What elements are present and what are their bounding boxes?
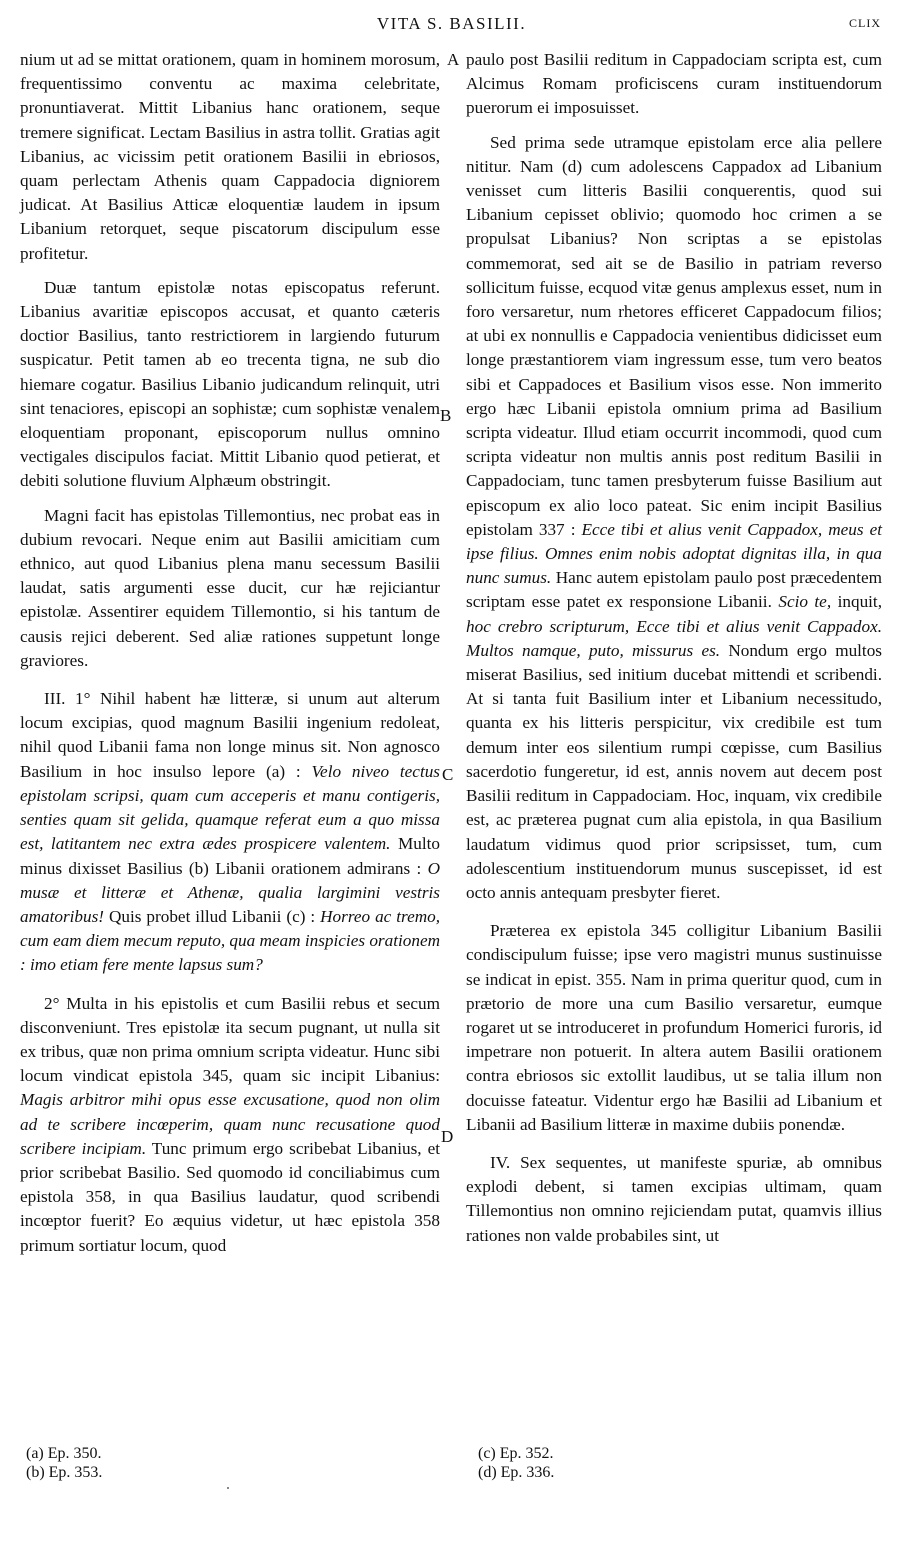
text-run: Multo minus dixisset Basilius (b) Libanii orationem admirans : — [20, 834, 440, 878]
page-number: CLIX — [849, 16, 881, 30]
text-run: Tunc primum ergo scribebat Libanius, et prior scribebat Basilio. Sed quomodo id conciliabimus cum epistola 358, in qua Basilius laudatur, quod scribendi incœptor fuerit? Eo æquius videtur, ut hæc epistola 358 primum sortiatur locum, quod — [20, 1138, 440, 1255]
footnotes-left — [26, 1444, 102, 1482]
footnote: (d) Ep. 336. — [478, 1464, 555, 1481]
paragraph: paulo post Basilii reditum in Cappadociam scripta est, cum Alcimus Romam proficiscens curam instituendorum puerorum ei imposuisset. — [466, 50, 882, 118]
quotation: Velo niveo tectus epistolam scripsi, quam cum acceperis et manu contigeris, senties quam sit gelida, quamque referat eum a quo missa est, latitantem nec extra ædes prospicere valentem. — [20, 761, 440, 854]
text-run: Nondum ergo multos miserat Basilius, sed initium ducebat mittendi et scribendi. At si tanta fuit Basilium inter et Libanium necessitudo, quanta ex his litteris perspicitur, vix credibile est tum demum inter eos silentium rumpi cœpisse, cum Basilius sacerdotio fungeretur, id est, annis novem aut decem post Basilii reditum in Cappadociam. Hoc, inquam, vix credibile est, ac præterea pugnat cum alia epistola, in qua Basilium laudatum vidimus quod prior scripsisset, tum, cum adolescentium instituendorum munus suscepisset, id est octo annis antequam presbyter fieret. — [466, 640, 882, 902]
text-run: Sed prima sede utramque epistolam erce alia pellere nititur. Nam (d) cum adolescens Cappadox ad Libanium venisset cum litteris Basilii conquerentis, quod sui Libanium cepisset oblivio; quomodo hoc crimen a se propulsat Libanius? Non scriptas a se epistolas commemorat, sed ait se de Basilio in patriam reverso sollicitum fuisse, ecquod vitæ genus amplexus esset, num in foro versaretur, num rhetores efficeret Cappadocum filios; at ubi ex nonnullis e Cappadocia venientibus didicisset eum longe præstantiorem viam ingressum esse, tum vero beatos sibi et Cappadoces et Basilium visos esse. Non immerito ergo hæc Libanii epistola omnium prima ad Basilium scripta videatur. Illud etiam occurrit incommodi, quod cum scripta videatur non multis annis post reditum Basilii in Cappadociam, tunc tamen presbyterum fuisse Basilium aut episcopum ex alio loco pateat. Sic enim incipit Basilius epistolam 337 : — [466, 132, 882, 539]
paragraph: Magni facit has epistolas Tillemontius, nec probat eas in dubium revocari. Neque enim aut Basilii amicitiam cum ethnico, aut quod Libanius plena manu secessum Basilii laudat, satis argumenti esse ducit, cur hæ rejiciantur epistolæ. Assentirer equidem Tillemontio, si his tantum de causis rejici deberent. Sed aliæ rationes suppetunt longe graviores. — [20, 505, 440, 670]
text-run: III. 1° Nihil habent hæ litteræ, si unum aut alterum locum excipias, quod magnum Basilii ingenium redoleat, nihil quod Libanii fama non longe minus sit. Non agnosco Basilium in hoc insulso lepore (a) : — [20, 689, 440, 781]
footnote: (a) Ep. 350. — [26, 1445, 102, 1462]
page-title: VITA S. BASILII. — [376, 14, 527, 33]
margin-marker-b: B — [440, 406, 452, 425]
footnote: (b) Ep. 353. — [26, 1464, 103, 1481]
paragraph: Præterea ex epistola 345 colligitur Libanium Basilii condiscipulum fuisse; ipse vero magistri munus sustinuisse se indicat in epist. 355. Nam in prima queritur quod, cum in prætorio de more una cum Basilio versaretur, eumque rogaret ut se introduceret in profundum Homerici furoris, id impetrare non potuerit. In altera autem Basilii orationem contra ebriosos sic extollit laudibus, ut se talia illum non docuisse fateatur. Videntur ergo hæ Basilii ad Libanium et Libanii ad Basilium litteræ in maxime dubiis ponendæ. — [466, 921, 882, 1134]
paragraph — [20, 992, 440, 1258]
margin-marker-c: C — [442, 765, 454, 784]
quotation: Ecce tibi et alius venit Cappadox, meus et ipse filius. Omnes enim nobis adoptat dignitas illa, in qua nunc sumus. — [466, 519, 883, 588]
paragraph: Duæ tantum epistolæ notas episcopatus referunt. Libanius avaritiæ episcopos accusat, et quanto cæteris doctior Basilius, tanto restrictiorem in largiendo futurum suspicatur. Petit tamen ab eo trecenta tigna, ne sub dio hiemare cogatur. Basilius Libanio judicandum relinquit, utri sint tenaciores, episcopi an sophistæ; cum sophistæ venalem eloquentiam proponant, episcoporum nullus omnino vectigales discipulos faciat. Mittit Libanio quod petierat, et debiti solutione fluvium Alphæum obstringit. — [20, 277, 440, 491]
paragraph: nium ut ad se mittat orationem, quam in hominem morosum, frequentissimo conventu ac maxima celebritate, pronuntiaverat. Mittit Libanius hanc orationem, seque tremere significat. Lectam Basilius in astra tollit. Gratias agit Libanius, ac vicissim petit orationem Basilii in ebriosos, quam perlectam Athenis quam Cappadocia digniorem judicat. At Basilius Atticæ eloquentiæ laudem in ipsum Libanium retorquet, seque piscatorum discipulum esse profitetur. — [20, 50, 441, 263]
left-column — [20, 48, 440, 1258]
quotation: O musæ et litteræ et Athenæ, qualia largimini vestris amatoribus! — [20, 858, 440, 926]
quotation: Magis arbitror mihi opus esse excusatione, quod non olim ad te scribere incœperim, quam nunc recusatione quod scribere incipiam. — [20, 1090, 440, 1158]
text-run: inquit, — [831, 592, 883, 612]
quotation: Horreo ac tremo, cum eam diem mecum reputo, qua meam inspicies orationem : imo etiam fere mente lapsus sum? — [20, 906, 441, 975]
quotation: hoc crebro scripturum, Ecce tibi et alius venit Cappadox. Multos namque, puto, missurus es. — [466, 616, 882, 660]
running-header — [0, 14, 903, 36]
text-run: Quis probet illud Libanii (c) : — [104, 906, 321, 926]
right-column — [466, 48, 882, 1248]
text-run: 2° Multa in his epistolis et cum Basilii rebus et secum disconveniunt. Tres epistolæ ita secum pugnant, ut nulla sit ex tribus, quæ non prima omnium scripta videatur. Hunc sibi locum vindicat epistola 345, quam sic incipit Libanius: — [20, 993, 440, 1086]
ink-speck — [227, 1487, 229, 1489]
quotation: Scio te, — [778, 592, 832, 612]
margin-marker-a: A — [447, 50, 460, 69]
footnotes-right — [478, 1444, 554, 1482]
margin-marker-d: D — [441, 1127, 454, 1146]
footnote: (c) Ep. 352. — [478, 1445, 554, 1462]
paragraph — [20, 687, 440, 977]
paragraph — [466, 131, 882, 906]
text-run: Hanc autem epistolam paulo post præcedentem scriptam esse patet ex responsione Libanii. — [466, 568, 882, 612]
paragraph: IV. Sex sequentes, ut manifeste spuriæ, ab omnibus explodi debent, si tamen excipias ultimam, quam Tillemontius non omnino rejiciendam putat, quamvis illius rationes non valde probabiles sint, ut — [466, 1152, 882, 1245]
